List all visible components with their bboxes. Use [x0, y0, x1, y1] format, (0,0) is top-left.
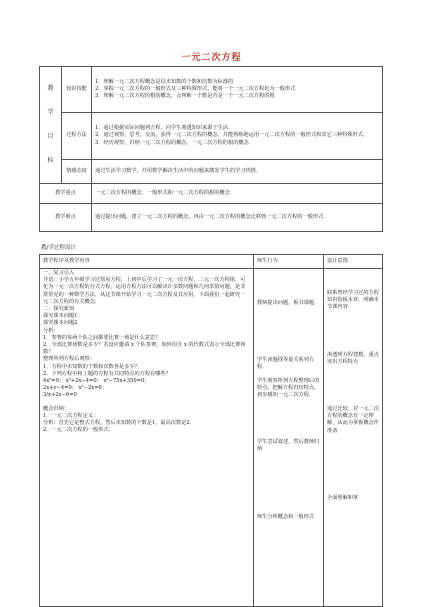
content-line: 探究课本问题2 — [43, 320, 78, 327]
objective-text-2 — [92, 160, 383, 184]
intent-line: 通过比较，对一元二次方程的概念有一定理解，从而为掌握概念作准备 — [327, 406, 379, 434]
content-line: 1．方程中未知数的个数和次数各是多少？ — [43, 363, 140, 370]
intent-line: 渗透列方程建模，重点突出方程特点 — [327, 351, 379, 365]
process-table — [39, 254, 383, 607]
objectives-label-text: 教学目标 — [47, 85, 54, 164]
content-line: 1．参赛的每两个队之间都要比赛一场是什么意思？ — [43, 334, 161, 341]
objective-line: 1．理解一元二次方程概念是以未知数的个数和次数为标准的 — [95, 78, 234, 85]
content-line: 分析： — [43, 327, 59, 334]
content-line: 概念归纳： — [43, 405, 69, 412]
objective-line: 1．通过根据实际问题列方程，向学生渗透知识来源于生活． — [95, 125, 234, 132]
objective-sub-2: 情感态度 — [62, 160, 92, 184]
objective-text-0 — [92, 67, 383, 113]
content-line: 1．一元二次方程定义： — [43, 412, 99, 419]
difficulty-label: 教学难点 — [40, 204, 92, 232]
intent-line: 联系曾经学习过的方程知识指板本章，明确本节课内容 — [327, 290, 379, 311]
equation-line: 4x²=9； x²+2x−4=0； x²−75x+350=0； — [43, 378, 150, 385]
key-label: 教学重点 — [40, 184, 92, 204]
action-line: 学生观察所列方程整理后的特点，把解方程归结特点，初步感知一元二次方程． — [257, 377, 320, 399]
action-line: 学生尝试叙述，然后教师归纳 — [257, 439, 320, 453]
objective-line: 3．经历观察，归纳一元二次方程的概念、一元二次方程的根的概念． — [95, 139, 254, 146]
action-line: 教师提出问题，板书课题． — [257, 300, 320, 306]
content-paragraph: 导语：小学五年级学习过简易方程，上初中后学习了一元一次方程，二元一次方程组，可化为一元一次方程的分式方程，运用方程方法可以解决许多数问题和几何求值问题，是非常常见的一种数学方法．从这节课开始学习一元二次方程及其应用．下面我们一起研究一元二次方程的有关概念． — [43, 277, 246, 305]
process-caption: 教/学过程设计 — [41, 245, 76, 251]
objective-line: 3．理解一元二次方程的根的概念，会判断一个数是否是一个一元二次方程的根 — [95, 93, 275, 100]
content-line: 2．下列方程中和上题的方程有共同特点的方程有哪些？ — [43, 370, 171, 377]
process-header-content: 教学程序及教学内容 — [40, 255, 254, 269]
objective-line: 通过生活学习数学，并用数学解决生活中的问题来激发学生的学习热情． — [95, 167, 262, 174]
intent-line: 全面理解和掌 — [327, 494, 359, 501]
objective-sub-0: 知识技能 — [62, 67, 92, 113]
document-title: 一元二次方程 — [181, 53, 242, 63]
process-content-cell — [40, 269, 254, 607]
difficulty-text: 通过提出问题，建立一元二次方程的概念，再由一元二次方程的概念迁移到一元二次方程的一般形式． — [92, 204, 383, 232]
key-text: 一元二次方程的概念、一般形式和一元二次方程的根的概念 — [92, 184, 383, 204]
action-line: 师生分析概念和一般形式 — [257, 513, 315, 520]
process-actions-cell — [254, 269, 324, 607]
objective-line: 2．掌握一元二次方程的一般形式及三种特殊形式，能将一个一元二次方程化为一般形式 — [95, 85, 296, 92]
content-line: 整理所列方程后观察： — [43, 356, 95, 363]
equation-line: 2x+y−4=0； x²−2x=6； — [43, 385, 108, 392]
action-line: 学生读题找等量关系列方程． — [257, 357, 315, 371]
process-header-actions: 师生行为 — [254, 255, 324, 269]
objectives-table — [39, 66, 383, 232]
equation-line: 3/x+2x−6=0 — [43, 392, 77, 399]
objective-line: 2．通过观察，思考，交流，获得一元二次方程的概念，并能熟练地运用一元二次方程的一般形式和其它三种特殊形式． — [95, 132, 369, 139]
content-line: 分析：首先它是整式方程，然后未知数的个数是1，最高次数是2． — [43, 420, 195, 427]
section-heading: 一、复习引入 — [43, 270, 75, 276]
content-line: 2．一元二次方程的一般形式： — [43, 427, 114, 434]
process-header-intent: 设计意图 — [324, 255, 383, 269]
process-intent-cell — [324, 269, 383, 607]
objective-text-1 — [92, 113, 383, 160]
objective-sub-1: 过程方法 — [62, 113, 92, 160]
content-line: 探究课本问题1 — [43, 313, 78, 320]
section-heading: 二、探究新知 — [43, 306, 75, 313]
content-line: 2．全部比赛场数是多少？若设应邀请 x 个队参赛，如何用含 x 的代数式表示全部比赛场数？ — [43, 342, 246, 356]
objectives-label — [40, 67, 62, 184]
